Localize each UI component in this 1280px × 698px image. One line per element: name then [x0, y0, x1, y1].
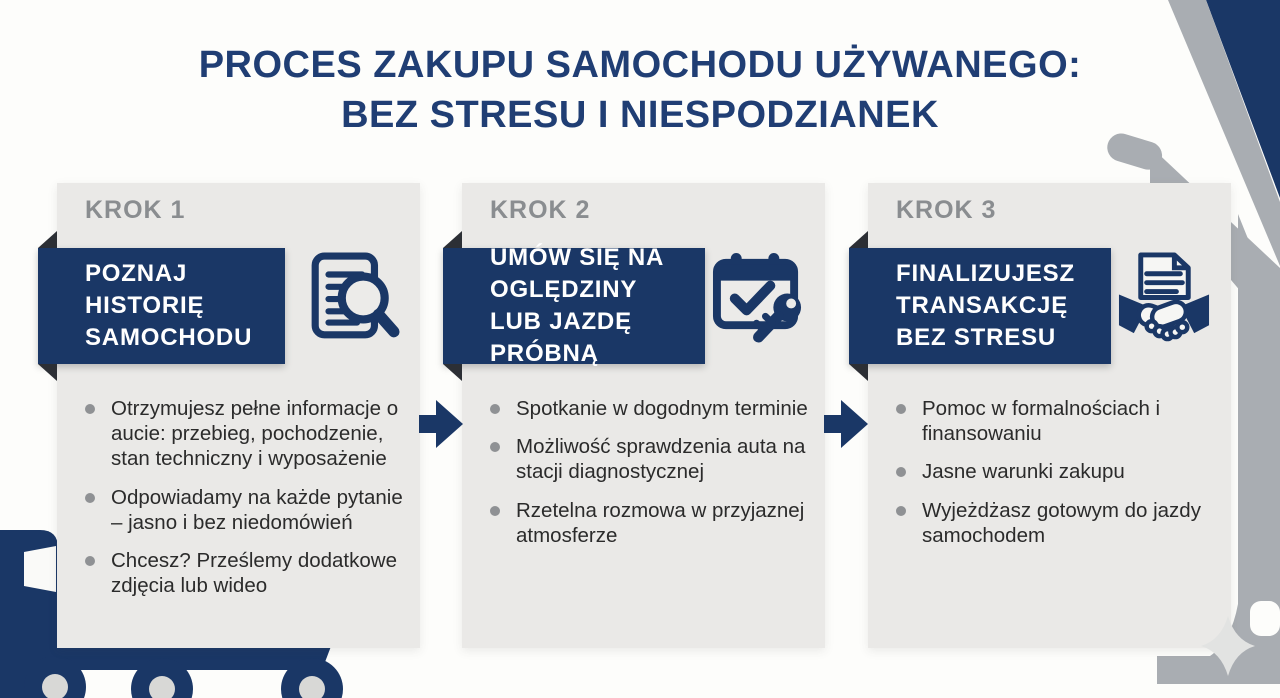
step-label: KROK 1: [85, 196, 186, 224]
list-item: [896, 396, 1215, 446]
ribbon-fold-icon: [38, 364, 57, 381]
bullet-text: Pomoc w formalnościach i finansowaniu: [922, 397, 1161, 446]
car-headlight-shape: [1250, 601, 1280, 636]
ribbon-fold-icon: [849, 231, 868, 248]
bullet-dot-icon: [85, 493, 95, 503]
step-heading-banner: [443, 244, 705, 367]
bullet-dot-icon: [85, 556, 95, 566]
list-item: [85, 485, 404, 535]
list-item: [490, 396, 809, 421]
bullet-text: Rzetelna rozmowa w przyjaznej atmosferze: [516, 498, 805, 547]
bullet-text: Chcesz? Prześlemy dodatkowe zdjęcia lub wideo: [111, 549, 397, 598]
list-item: [896, 498, 1215, 548]
step-heading: POZNAJ HISTORIĘ SAMOCHODU: [85, 260, 253, 351]
step-bullet-list: [896, 396, 1215, 561]
step-arrow-icon: [824, 396, 868, 452]
bullet-dot-icon: [896, 506, 906, 516]
bullet-text: Otrzymujesz pełne informacje o aucie: przebieg, pochodzenie, stan techniczny i wyposażenie: [111, 397, 399, 471]
bullet-text: Spotkanie w dogodnym terminie: [516, 397, 808, 420]
ribbon-fold-icon: [849, 364, 868, 381]
step-arrow-icon: [419, 396, 463, 452]
list-item: [490, 434, 809, 484]
truck-window-shape: [24, 546, 56, 592]
step-bullet-list: [490, 396, 809, 561]
ribbon-fold-icon: [443, 231, 462, 248]
step-bullet-list: [85, 396, 404, 611]
bullet-dot-icon: [896, 467, 906, 477]
ribbon-fold-icon: [443, 364, 462, 381]
page-title-line1: PROCES ZAKUPU SAMOCHODU UŻYWANEGO:: [198, 44, 1082, 86]
list-item: [85, 396, 404, 472]
step-heading: UMÓW SIĘ NA OGLĘDZINY LUB JAZDĘ PRÓBNĄ: [490, 244, 664, 367]
list-item: [490, 498, 809, 548]
step-card-3: [868, 183, 1231, 648]
list-item: [85, 548, 404, 598]
step-heading-banner: [38, 248, 285, 364]
bullet-text: Odpowiadamy na każde pytanie – jasno i bez niedomówień: [111, 485, 403, 534]
ribbon-fold-icon: [38, 231, 57, 248]
handshake-document-icon: [1117, 251, 1211, 345]
bullet-dot-icon: [490, 442, 500, 452]
bullet-dot-icon: [896, 404, 906, 414]
list-item: [896, 459, 1215, 484]
step-card-2: [462, 183, 825, 648]
step-card-1: [57, 183, 420, 648]
document-magnifier-icon: [306, 251, 400, 345]
bullet-text: Wyjeżdżasz gotowym do jazdy samochodem: [922, 498, 1201, 547]
calendar-key-icon: [711, 251, 805, 345]
bullet-dot-icon: [490, 404, 500, 414]
step-label: KROK 2: [490, 196, 591, 224]
step-heading-banner: [849, 248, 1111, 364]
step-heading: FINALIZUJESZ TRANSAKCJĘ BEZ STRESU: [896, 260, 1075, 351]
car-body-shape: [1238, 214, 1280, 592]
truck-cab-shape: [0, 530, 58, 698]
bullet-dot-icon: [85, 404, 95, 414]
step-label: KROK 3: [896, 196, 997, 224]
truck-wheels: [24, 656, 343, 698]
bullet-dot-icon: [490, 506, 500, 516]
bullet-text: Jasne warunki zakupu: [922, 460, 1125, 484]
page-title-line2: BEZ STRESU I NIESPODZIANEK: [341, 94, 939, 137]
bullet-text: Możliwość sprawdzenia auta na stacji diagnostycznej: [516, 435, 806, 484]
page-title: [0, 40, 1280, 140]
